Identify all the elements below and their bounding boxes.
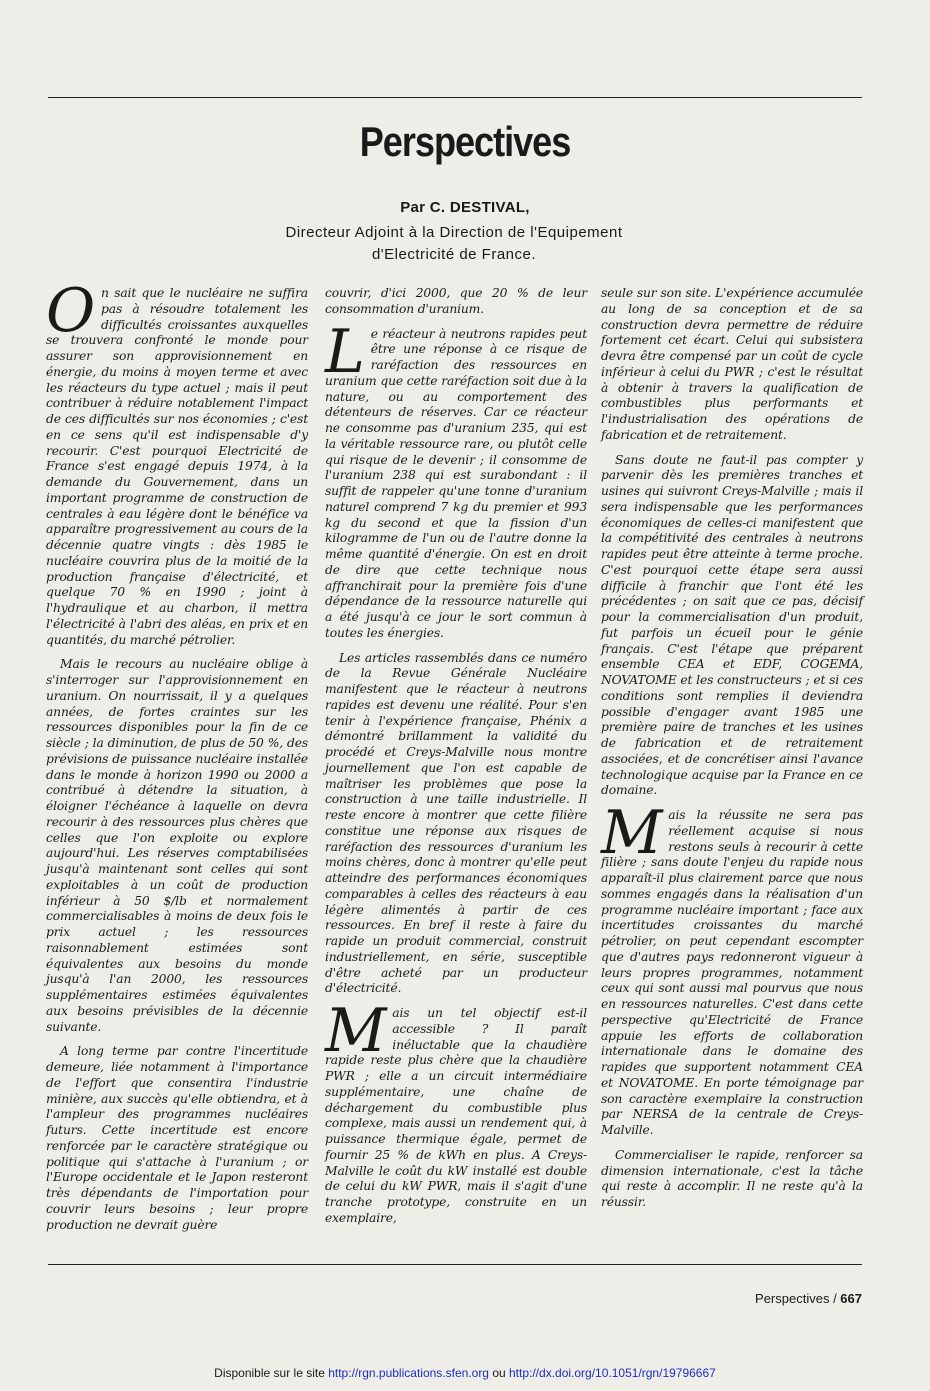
paragraph-text: n sait que le nucléaire ne suffira pas à résoudre totalement les difficultés croissantes auxquelles se trouvera confronté le monde pour assurer son approvisionnement en énergie, du moins à moyen terme et avec les réacteurs du type actuel ; mais il peut contribuer à réduire notablement l'impact de ces difficultés sur nos économies ; c'est en ce sens qu'il est indispensable d'y recourir. C'est pourquoi Electricité de France s'est engagé depuis 1974, à la demande du Gouvernement, dans un important programme de construction de centrales à eau légère dont le bénéfice va apparaître progressivement au cours de la décennie quatre vingts : dès 1985 le nucléaire couvrira plus de la moitié de la production française d'électricité, et quelque 70 % en 1990 ; joint à l'hydraulique et au charbon, il mettra l'électricité à l'abri des aléas, en prix et en quantités, du marché pétrolier. [46,286,308,647]
source-middle: ou [488,1366,509,1380]
article-title: Perspectives [359,118,571,165]
paragraph [46,276,308,648]
source-prefix: Disponible sur le site [214,1366,329,1380]
page-number: 667 [840,1291,862,1306]
paragraph: couvrir, d'ici 2000, que 20 % de leur consommation d'uranium. [325,286,587,316]
paragraph: Les articles rassemblés dans ce numéro de la Revue Générale Nucléaire manifestent que le réacteur à neutrons rapides est devenu une réalité. Pour s'en tenir à l'expérience française, Phénix a démontré brillamment la validité du procédé et Creys-Malville nous montre journellement que l'on est capable de maîtriser les problèmes que pose la construction à une taille industrielle. Il reste encore à montrer que cette filière constitue une réponse aux risques de raréfaction des ressources d'uranium les moins chères, donc à montrer qu'elle peut atteindre des performances économiques comparables à celles des réacteurs à eau légère alimentés à partir de ces ressources. En bref il reste à faire du rapide un produit commercial, construit industriellement, en série, susceptible d'être acheté par un producteur d'électricité. [325,650,587,996]
author-affiliation [0,222,908,266]
drop-cap: L [325,316,365,387]
author-byline: Par C. DESTIVAL, [400,199,530,216]
page-footer [755,1291,862,1306]
top-rule [48,97,862,98]
paragraph [325,996,587,1227]
source-link-doi[interactable]: http://dx.doi.org/10.1051/rgn/19796667 [509,1366,716,1380]
source-link-rgn[interactable]: http://rgn.publications.sfen.org [328,1366,489,1380]
paragraph: Mais le recours au nucléaire oblige à s'interroger sur l'approvisionnement en uranium. On nourrissait, il y a quelques années, de fortes craintes sur les ressources disponibles pour la fin de ce siècle ; la diminution, de plus de 50 %, des prévisions de puissance nucléaire installée dans le monde à horizon 1990 ou 2000 a contribué à détendre la situation, à éloigner l'échéance à laquelle on devra recourir à des ressources plus chères que celles que l'on exploite ou explore aujourd'hui. Les réserves comptabilisées jusqu'à maintenant sont celles qui sont exploitables à un coût de production inférieur à 50 $/lb et normalement commercialisables à moins de deux fois le prix actuel ; les ressources raisonnablement estimées sont équivalentes aux besoins du monde jusqu'à l'an 2000, les ressources supplémentaires estimées équivalentes aux besoins prévisibles de la décennie suivante. [46,657,308,1034]
paragraph: Commercialiser le rapide, renforcer sa dimension internationale, c'est la tâche qui reste à accomplir. Il ne reste qu'à la réussir. [601,1147,863,1209]
text-column-2 [325,286,587,1236]
affiliation-line: d'Electricité de France. [371,246,537,263]
source-note [0,1366,930,1380]
paragraph [325,316,587,642]
footer-section: Perspectives / [755,1291,841,1306]
paragraph: Sans doute ne faut-il pas compter y parvenir dès les premières tranches et usines qui suivront Creys-Malville ; mais il sera indispensable que les performances économiques de celles-ci manifestent que la compétitivité des centrales à neutrons rapides peut être atteinte à terme proche. C'est pourquoi cette étape sera aussi difficile à franchir que l'ont été les précédentes ; on sait que ce pas, décisif pour la commercialisation d'un produit, fut parfois un écueil pour le génie français. C'est l'étape que préparent ensemble CEA et EDF, COGEMA, NOVATOME et les constructeurs ; et si ces conditions sont remplies il deviendra possible d'engager avant 1985 une première paire de tranches et les usines de fabrication et de retraitement associées, et de concrétiser ainsi l'avance technologique acquise par la France en ce domaine. [601,452,863,798]
affiliation-line: Directeur Adjoint à la Direction de l'Equipement [285,224,623,241]
text-column-3 [601,286,863,1220]
paragraph [601,798,863,1139]
paragraph-text: ais la réussite ne sera pas réellement acquise si nous restons seuls à recourir à cette filière ; sans doute l'enjeu du rapide nous apparaît-il plus clairement parce que nous sommes engagés dans la réalisation d'un programme nucléaire important ; face aux incertitudes croissantes du marché pétrolier, on peut cependant escompter que d'autres pays redonneront vigueur à leurs propres programmes, notamment ceux qui sont aussi mal pourvus que nous en ressources naturelles. C'est dans cette perspective qu'Electricité de France appuie les efforts de collaboration internationale dans le domaine des rapides que supportent notamment CEA et NOVATOME. En porte témoignage par son caractère exemplaire la construction par NERSA de la centrale de Creys-Malville. [601,808,863,1137]
paragraph-text: e réacteur à neutrons rapides peut être une réponse à ce risque de raréfaction des ressources en uranium que cette raréfaction soit due à la nature, ou au comportement des détenteurs de réserves. Car ce réacteur ne consomme pas d'uranium 235, qui est la véritable ressource rare, ou plutôt celle qui risque de le devenir ; il consomme de l'uranium 238 qui est surabondant : il suffit de rappeler qu'une tonne d'uranium naturel comprend 7 kg du premier et 993 kg du second et que la fission d'un kilogramme de l'un ou de l'autre donne la même quantité d'énergie. On est en droit de dire que cette technique nous affranchirait pour la première fois d'une dépendance de la ressource naturelle qui a été jusqu'à ce jour le sort commun à toutes les énergies. [325,326,587,640]
text-column-1 [46,276,308,1242]
paragraph: A long terme par contre l'incertitude demeure, liée notamment à l'importance de l'effort que consentira l'industrie minière, aux succès qu'elle obtiendra, et à l'ampleur des programmes nucléaires futurs. Cette incertitude est encore renforcée par le caractère stratégique ou politique qui s'attache à l'uranium ; or l'Europe occidentale et le Japon resteront très dépendants de l'importation pour couvrir leurs besoins ; leur propre production ne devrait guère [46,1044,308,1232]
drop-cap: M [325,996,387,1066]
paragraph-text: ais un tel objectif est-il accessible ? Il paraît inéluctable que la chaudière rapide reste plus chère que la chaudière PWR ; elle a un circuit intermédiaire supplémentaire, une chaîne de déchargement du combustible plus complexe, mais aussi un rendement qui, à puissance thermique égale, permet de fournir 25 % de kWh en plus. A Creys-Malville le coût du kW installé est double de celui du kW PWR, mais il s'agit d'une tranche prototype, construite en un exemplaire, [325,1006,587,1225]
drop-cap: M [601,798,663,868]
paragraph: seule sur son site. L'expérience accumulée au long de sa conception et de sa construction devra permettre de réduire fortement cet écart. Celui qui subsistera devra être compensé par un coût de cycle inférieur à celui du PWR ; c'est le résultat à obtenir à travers la qualification de combustibles plus performants et l'industrialisation des opérations de fabrication et de retraitement. [601,286,863,442]
bottom-rule [48,1264,862,1265]
drop-cap: O [46,276,96,346]
